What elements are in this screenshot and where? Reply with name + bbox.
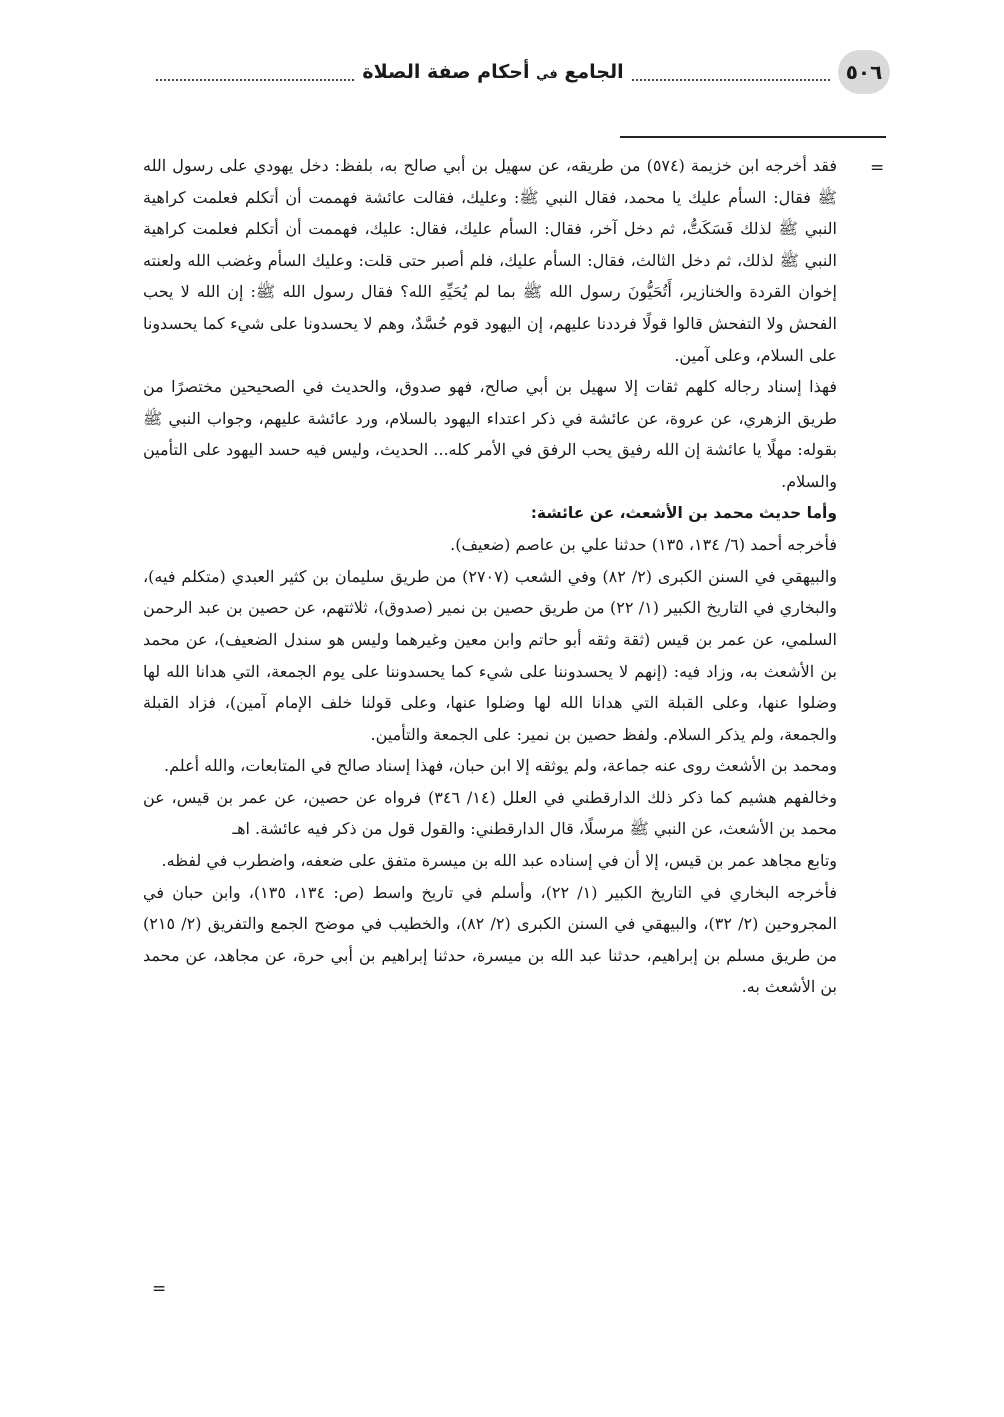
paragraph: فأخرجه البخاري في التاريخ الكبير (١/ ٢٢)، وأسلم في تاريخ واسط (ص: ١٣٤، ١٣٥)، وابن حبان في المجروحين (٢/ ٣٢)، والبيهقي في السنن الكبرى (٢/ ٨٢)، والخطيب في موضح الجمع والتفريق (٢/ ٢١٥) من طريق مسلم بن إبراهيم، حدثنا عبد الله بن ميسرة، حدثنا إبراهيم بن أبي حرة، عن مجاهد، عن محمد بن الأشعث به. [143,882,838,997]
footnote-separator-rule [620,136,886,138]
paragraph: فأخرجه أحمد (٦/ ١٣٤، ١٣٥) حدثنا علي بن عاصم (ضعيف). [450,535,837,555]
footnote-body [143,150,837,1003]
page-number: ٥٠٦ [838,50,890,94]
paragraph: فقد أخرجه ابن خزيمة (٥٧٤) من طريقه، عن سهيل بن أبي صالح به، بلفظ: دخل يهودي على رسول الله ﷺ فقال: السأم عليك يا محمد، فقال النبي ﷺ: وعليك، فقالت عائشة فهممت أن أتكلم فعلمت كراهية النبي ﷺ لذلك فَسَكَتُّ، ثم دخل آخر، فقال: السأم عليك، فقال: عليك، فهممت أن أتكلم فعلمت كراهية النبي ﷺ لذلك، ثم دخل الثالث، فقال: السأم عليك، فلم أصبر حتى قلت: وعليك السأم وغضب الله ولعنته إخوان القردة والخنازير، أَتُحَيُّونَ رسول الله ﷺ بما لم يُحَيِّهِ الله؟ فقال رسول الله ﷺ: إن الله لا يحب الفحش ولا التفحش قالوا قولًا فرددنا عليهم، إن اليهود قوم حُسَّدٌ، وهم لا يحسدونا على شيء كما يحسدونا على السلام، وعلى آمين. [143,156,838,365]
header-dotted-leader-left [156,69,354,81]
paragraph: والبيهقي في السنن الكبرى (٢/ ٨٢) وفي الشعب (٢٧٠٧) من طريق سليمان بن كثير العبدي (متكلم فيه)، والبخاري في التاريخ الكبير (١/ ٢٢) من طريق حصين بن نمير (صدوق)، ثلاثتهم، عن حصين بن عبد الرحمن السلمي، عن عمر بن قيس (ثقة وثقه أبو حاتم وابن معين وغيرهما وليس هو سندل الضعيف)، عن محمد بن الأشعث به، وزاد فيه: (إنهم لا يحسدوننا على شيء كما يحسدوننا على يوم الجمعة، التي هدانا الله لها وضلوا عنها، وعلى القبلة التي هدانا الله لها وضلوا عنها، وعلى قولنا خلف الإمام آمين)، فزاد القبلة والجمعة، ولم يذكر السلام. ولفظ حصين بن نمير: على الجمعة والتأمين. [143,566,837,744]
running-title [362,61,623,83]
running-title-part3: أحكام صفة الصلاة [362,61,530,83]
running-title-part2: في [536,67,558,82]
running-title-part1: الجامع [564,61,624,83]
paragraph: ومحمد بن الأشعث روى عنه جماعة، ولم يوثقه إلا ابن حبان، فهذا إسناد صالح في المتابعات، والله أعلم. [164,756,837,776]
header-dotted-leader-right [632,69,830,81]
paragraph: وخالفهم هشيم كما ذكر ذلك الدارقطني في العلل (١٤/ ٣٤٦) فرواه عن حصين، عن عمر بن قيس، عن محمد بن الأشعث، عن النبي ﷺ مرسلًا، قال الدارقطني: والقول قول من ذكر فيه عائشة. اهـ [143,787,837,839]
continuation-marker-top: = [870,158,885,178]
page-header [148,50,890,94]
continuation-marker-bottom: = [152,1279,167,1299]
paragraph: وتابع مجاهد عمر بن قيس، إلا أن في إسناده عبد الله بن ميسرة متفق على ضعفه، واضطرب في لفظه. [161,851,837,871]
section-heading: وأما حديث محمد بن الأشعث، عن عائشة: [530,503,837,522]
paragraph: فهذا إسناد رجاله كلهم ثقات إلا سهيل بن أبي صالح، فهو صدوق، والحديث في الصحيحين مختصرًا من طريق الزهري، عن عروة، عن عائشة في ذكر اعتداء اليهود بالسلام، ورد عائشة عليهم، وجواب النبي ﷺ بقوله: مهلًا يا عائشة إن الله رفيق يحب الرفق في الأمر كله... الحديث، وليس فيه حسد اليهود على التأمين والسلام. [143,377,837,491]
